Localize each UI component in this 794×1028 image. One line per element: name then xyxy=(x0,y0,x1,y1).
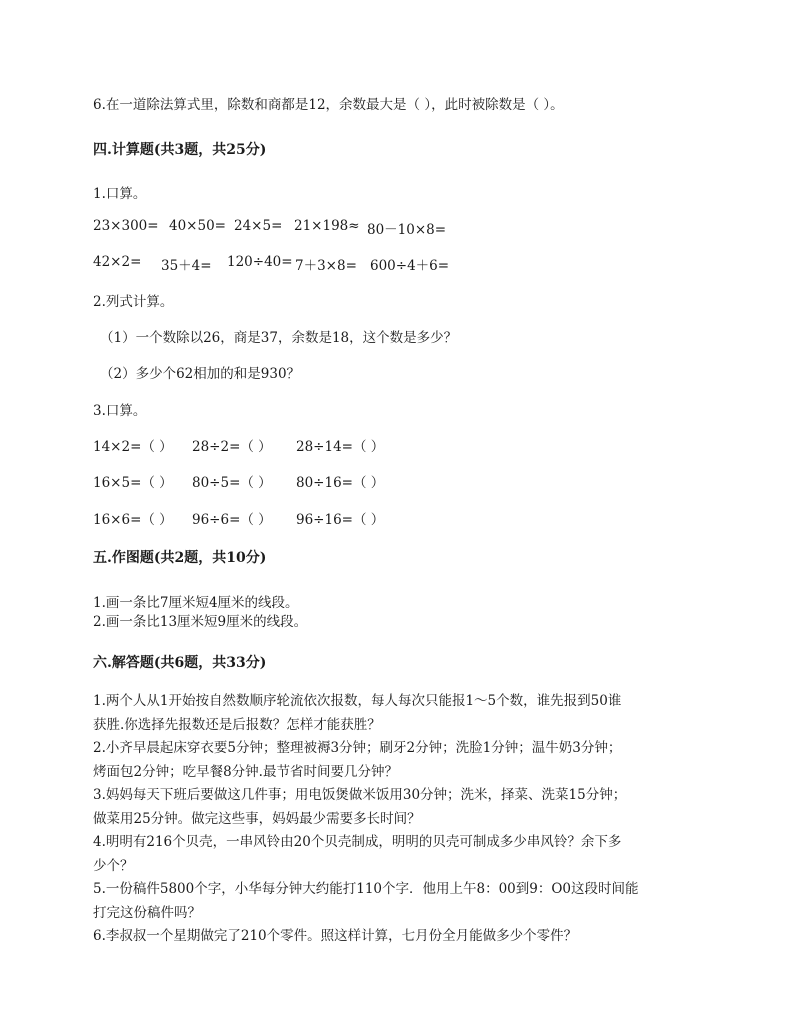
calc-item: 16×5=（ ） xyxy=(93,475,173,491)
calc-item: 80÷5=（ ） xyxy=(192,475,272,491)
word-problem-6-line-1: 6.李叔叔一个星期做完了210个零件。照这样计算，七月份全月能做多少个零件？ xyxy=(93,928,578,944)
calc-item: 14×2=（ ） xyxy=(93,439,173,455)
calc-item: 96÷16=（ ） xyxy=(296,512,385,528)
calc-q3-label: 3.口算。 xyxy=(93,403,147,419)
question-6-division: 6.在一道除法算式里，除数和商都是12，余数最大是（ ），此时被除数是（ ）。 xyxy=(93,97,564,113)
calc-item: 120÷40= xyxy=(227,254,293,270)
calc-q1-label: 1.口算。 xyxy=(93,186,147,202)
calc-item: 28÷2=（ ） xyxy=(192,439,272,455)
calc-item: 42×2= xyxy=(93,254,142,270)
calc-item: 21×198≈ xyxy=(294,218,360,234)
calc-q2-part-1: （1）一个数除以26，商是37，余数是18，这个数是多少？ xyxy=(100,330,458,346)
drawing-q1: 1.画一条比7厘米短4厘米的线段。 xyxy=(93,595,299,611)
calc-item: 35＋4= xyxy=(161,258,212,274)
word-problem-2-line-2: 烤面包2分钟；吃早餐8分钟.最节省时间要几分钟？ xyxy=(93,763,398,780)
calc-item: 16×6=（ ） xyxy=(93,512,173,528)
word-problems xyxy=(93,690,693,949)
calc-item: 80－10×8= xyxy=(367,222,447,238)
section-5-heading: 五.作图题(共2题，共10分) xyxy=(93,550,267,566)
word-problem-1-line-1: 1.两个人从1开始按自然数顺序轮流依次报数，每人每次只能报1～5个数，谁先报到50谁 xyxy=(93,693,622,709)
section-4-heading: 四.计算题(共3题，共25分) xyxy=(93,142,267,158)
word-problem-3-line-1: 3.妈妈每天下班后要做这几件事；用电饭煲做米饭用30分钟；洗米，择菜、洗菜15分钟； xyxy=(93,787,627,803)
calc-item: 40×50= xyxy=(169,218,226,234)
word-problem-1-line-2: 获胜.你选择先报数还是后报数？怎样才能获胜？ xyxy=(93,716,381,733)
word-problem-5-line-2: 打完这份稿件吗？ xyxy=(93,904,201,921)
word-problem-5-line-1: 5.一份稿件5800个字，小华每分钟大约能打110个字．他用上午8：00到9：O0这段时间能 xyxy=(93,881,639,897)
word-problem-2-line-1: 2.小齐早晨起床穿衣要5分钟；整理被褥3分钟；刷牙2分钟；洗脸1分钟；温牛奶3分钟； xyxy=(93,740,622,756)
calc-item: 28÷14=（ ） xyxy=(296,439,385,455)
calc-item: 23×300= xyxy=(93,218,159,234)
calc-q2-part-2: （2）多少个62相加的和是930？ xyxy=(100,366,301,382)
section-6-heading: 六.解答题(共6题，共33分) xyxy=(93,655,267,671)
drawing-q2: 2.画一条比13厘米短9厘米的线段。 xyxy=(93,614,308,630)
calc-q2-label: 2.列式计算。 xyxy=(93,294,174,310)
calc-item: 96÷6=（ ） xyxy=(192,512,272,528)
word-problem-4-line-1: 4.明明有216个贝壳，一串风铃由20个贝壳制成，明明的贝壳可制成多少串风铃？余下多 xyxy=(93,834,622,850)
word-problem-4-line-2: 少个？ xyxy=(93,857,134,874)
word-problem-3-line-2: 做菜用25分钟。做完这些事，妈妈最少需要多长时间？ xyxy=(93,810,421,827)
calc-item: 600÷4＋6= xyxy=(370,258,450,274)
calc-item: 7＋3×8= xyxy=(295,258,357,274)
calc-item: 24×5= xyxy=(234,218,283,234)
calc-item: 80÷16=（ ） xyxy=(296,475,385,491)
